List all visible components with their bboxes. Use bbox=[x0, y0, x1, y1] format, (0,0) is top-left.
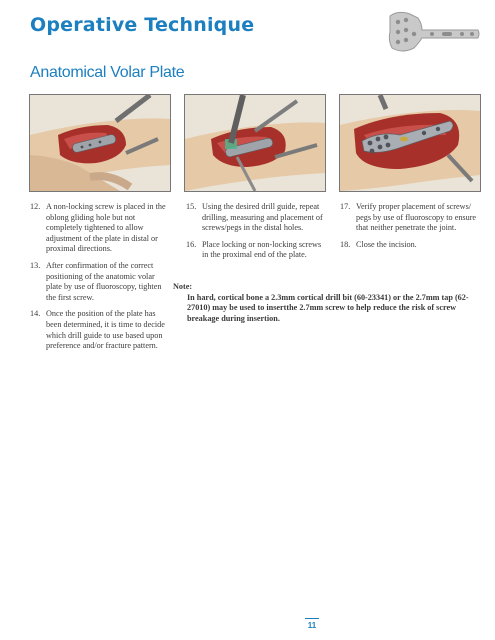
step-text: A non-locking screw is placed in the oblong gliding hole but not completely tightened to allow adjustment of the plate in distal or proximal directions. bbox=[46, 202, 166, 254]
step-number: 17. bbox=[340, 202, 351, 211]
footer-rule bbox=[305, 618, 319, 619]
step-text: Place locking or non-locking screws in the proximal end of the plate. bbox=[202, 239, 322, 260]
step-number: 16. bbox=[186, 239, 197, 249]
step-text: Using the desired drill guide, repeat drilling, measuring and placement of screws/pegs in the distal holes. bbox=[202, 202, 323, 233]
step-number: 12. bbox=[30, 202, 41, 211]
surgical-photo-3 bbox=[339, 94, 481, 192]
step-12 bbox=[30, 202, 170, 255]
step-number: 15. bbox=[186, 202, 197, 211]
step-13 bbox=[30, 261, 170, 303]
note-label: Note: bbox=[173, 282, 193, 291]
instructions-column-3 bbox=[340, 202, 480, 256]
section-subtitle: Anatomical Volar Plate bbox=[30, 64, 185, 81]
surgical-photo-2 bbox=[184, 94, 326, 192]
plate-icon bbox=[388, 10, 480, 59]
page-title: Operative Technique bbox=[30, 14, 255, 36]
step-text: After confirmation of the correct positioning of the anatomic volar plate by use of fluoroscopy, tighten the first screw. bbox=[46, 260, 162, 302]
step-number: 13. bbox=[30, 260, 41, 270]
step-text: Verify proper placement of screws/ pegs by use of fluoroscopy to ensure that neither penetrate the joint. bbox=[356, 202, 477, 233]
step-15 bbox=[186, 202, 326, 234]
note-text: In hard, cortical bone a 2.3mm cortical drill bit (60-23341) or the 2.7mm tap (62-27010) may be used to insertthe 2.7mm screw to help reduce the risk of screw breakage during insertion. bbox=[187, 292, 469, 323]
step-17 bbox=[340, 202, 480, 234]
page-number: 11 bbox=[307, 621, 317, 630]
instructions-column-2 bbox=[186, 202, 326, 267]
step-text: Close the incision. bbox=[356, 239, 417, 249]
step-14 bbox=[30, 309, 170, 351]
instructions-column-1 bbox=[30, 202, 170, 358]
step-number: 14. bbox=[30, 309, 41, 319]
surgical-photo-1 bbox=[29, 94, 171, 192]
note-box bbox=[173, 282, 473, 324]
step-number: 18. bbox=[340, 239, 351, 249]
step-18 bbox=[340, 240, 480, 251]
step-16 bbox=[186, 240, 326, 261]
step-text: Once the position of the plate has been determined, it is time to decide which drill guide to use based upon preference and/or fracture pattern. bbox=[46, 309, 165, 351]
